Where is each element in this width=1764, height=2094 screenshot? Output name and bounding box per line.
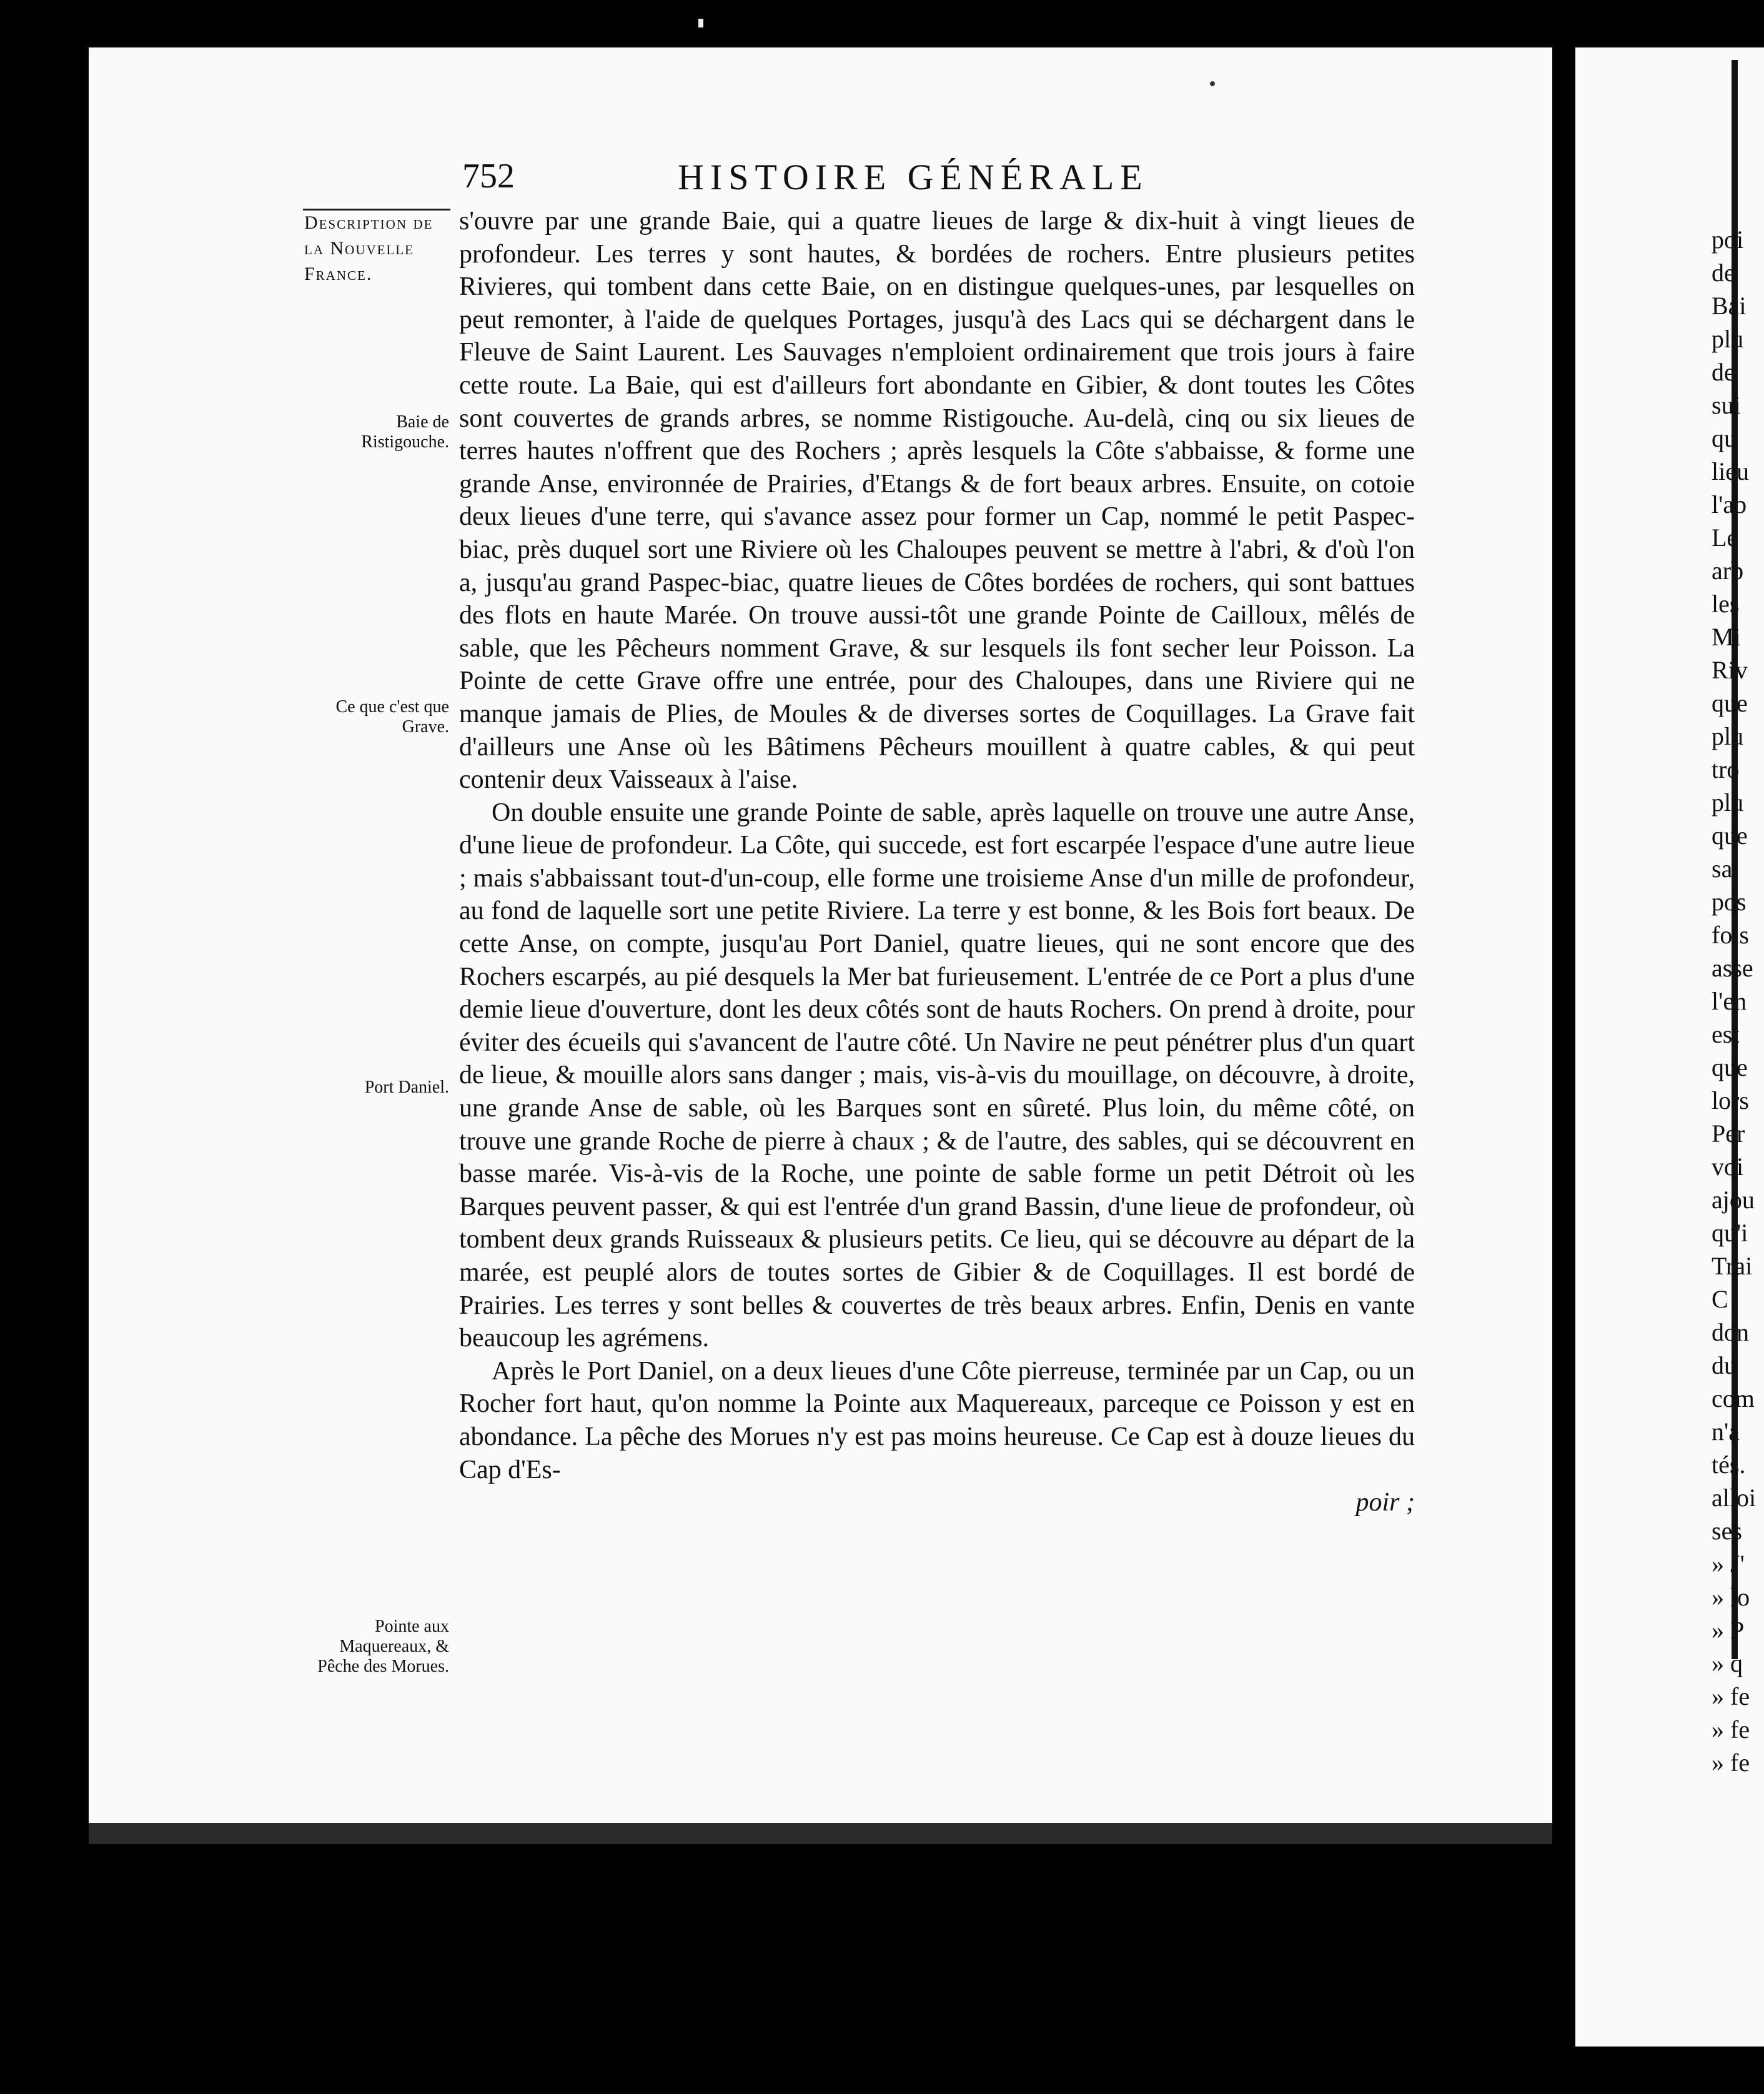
facing-page-fragment: Mi bbox=[1712, 623, 1741, 651]
facing-page-fragment: qu'i bbox=[1712, 1219, 1748, 1247]
facing-page-fragment: arb bbox=[1712, 557, 1744, 585]
facing-page-fragment: Riv bbox=[1712, 656, 1748, 684]
page-header bbox=[462, 156, 1249, 200]
facing-page-fragment: Trai bbox=[1712, 1252, 1753, 1280]
facing-page-fragment: que bbox=[1712, 1053, 1748, 1081]
facing-page-fragment: pos bbox=[1712, 888, 1747, 916]
facing-page-fragment: tro bbox=[1712, 755, 1740, 783]
facing-page-fragment: qu bbox=[1712, 424, 1737, 452]
facing-page-fragment: voi bbox=[1712, 1153, 1744, 1181]
facing-page-fragment: les bbox=[1712, 590, 1740, 618]
facing-page-fragment: » q bbox=[1712, 1649, 1743, 1677]
facing-page-fragment: tés. bbox=[1712, 1451, 1746, 1479]
facing-page-fragment: sa bbox=[1712, 855, 1733, 883]
facing-page-fragment: C bbox=[1712, 1285, 1728, 1313]
facing-page-fragment: l'en bbox=[1712, 987, 1747, 1015]
paragraph-3: Après le Port Daniel, on a deux lieues d'une Côte pierreuse, terminée par un Cap, ou un Rocher fort haut, qu'on nomme la Pointe aux Maquereaux, parceque ce Poisson y est en abondance. La pêche des Morues n'y est pas moins heureuse. Ce Cap est à douze lieues du Cap d'Es- bbox=[459, 1356, 1415, 1484]
margin-note-port-daniel: Port Daniel. bbox=[364, 1078, 449, 1097]
facing-page-fragment: » lo bbox=[1712, 1583, 1750, 1611]
facing-page-fragment: fois bbox=[1712, 921, 1749, 949]
page-number: 752 bbox=[462, 157, 515, 196]
facing-page-fragment: » J' bbox=[1712, 1550, 1745, 1578]
running-title: HISTOIRE GÉNÉRALE bbox=[678, 157, 1149, 197]
facing-page-fragment: Bai bbox=[1712, 292, 1747, 320]
facing-page-fragment: que bbox=[1712, 821, 1748, 850]
facing-page-fragment: sui bbox=[1712, 391, 1741, 419]
facing-page-fragment: que bbox=[1712, 689, 1748, 717]
facing-page-fragment: » fe bbox=[1712, 1715, 1750, 1744]
margin-note-ristigouche: Baie de Ristigouche. bbox=[361, 412, 449, 452]
facing-page-fragment: l'ab bbox=[1712, 490, 1747, 519]
facing-page-fragment: lieu bbox=[1712, 457, 1749, 485]
margin-note-grave: Ce que c'est que Grave. bbox=[335, 697, 449, 737]
margin-note-pointe-aux-maquereaux: Pointe aux Maquereaux, & Pêche des Morues. bbox=[317, 1617, 449, 1676]
ink-speck bbox=[1210, 81, 1215, 86]
facing-page-fragment: » fe bbox=[1712, 1749, 1750, 1777]
top-mark bbox=[698, 19, 703, 27]
facing-page-fragment: asse bbox=[1712, 954, 1753, 982]
facing-page-fragment: du bbox=[1712, 1351, 1737, 1379]
paragraph-1: s'ouvre par une grande Baie, qui a quatre lieues de large & dix-huit à vingt lieues de profondeur. Les terres y sont hautes, & bordées de rochers. Entre plusieurs petites Rivieres, qui tombent dans cette Baie, on en distingue quelques-unes, par lesquelles on peut remonter, à l'aide de quelques Portages, jusqu'à des Lacs qui se déchargent dans le Fleuve de Saint Laurent. Les Sauvages n'emploient ordinairement que trois jours à faire cette route. La Baie, qui est d'ailleurs fort abondante en Gibier, & dont toutes les Côtes sont couvertes de grands arbres, se nomme Ristigouche. Au-delà, cinq ou six lieues de terres hautes n'offrent que des Rochers ; après lesquels la Côte s'abbaisse, & forme une grande Anse, environnée de Prairies, d'Etangs & de fort beaux arbres. Ensuite, on cotoie deux lieues d'une terre, qui s'avance assez pour former un Cap, nommé le petit Paspec-biac, près duquel sort une Riviere où les Chaloupes peuvent se mettre à l'abri, & d'où l'on a, jusqu'au grand Paspec-biac, quatre lieues de Côtes bordées de rochers, qui sont battues des flots en haute Marée. On trouve aussi-tôt une grande Pointe de Cailloux, mêlés de sable, que les Pêcheurs nomment Grave, & sur lesquels ils font secher leur Poisson. La Pointe de cette Grave offre une entrée, pour des Chaloupes, dans une Riviere qui ne manque jamais de Plies, de Moules & de diverses sortes de Coquillages. La Grave fait d'ailleurs une Anse où les Bâtimens Pêcheurs mouillent à quatre cables, & qui peut contenir deux Vaisseaux à l'aise. bbox=[459, 207, 1415, 795]
paragraph-2: On double ensuite une grande Pointe de sable, après laquelle on trouve une autre Anse, d'une lieue de profondeur. La Côte, qui succede, est fort escarpée l'espace d'une autre lieue ; mais s'abbaissant tout-d'un-coup, elle forme une troisieme Anse d'un mille de profondeur, au fond de laquelle sort une petite Riviere. La terre y est bonne, & les Bois fort beaux. De cette Anse, on compte, jusqu'au Port Daniel, quatre lieues, qui ne sont encore que des Rochers escarpés, au pié desquels la Mer bat furieusement. L'entrée de ce Port a plus d'une demie lieue d'ouverture, dont les deux côtés sont de hauts Rochers. On prend à droite, pour éviter des écueils qui s'avancent de l'autre côté. Un Navire ne peut pénétrer plus d'un quart de lieue, & mouille alors sans danger ; mais, vis-à-vis du mouillage, on découvre, à droite, une grande Anse de sable, où les Barques sont en sûreté. Plus loin, du même côté, on trouve une grande Roche de pierre à chaux ; & de l'autre, des sables, qui se découvrent en basse marée. Vis-à-vis de la Roche, une pointe de sable forme un petit Détroit où les Barques peuvent passer, & qui est l'entrée d'un grand Bassin, d'une lieue de profondeur, où tombent deux grands Ruisseaux & plusieurs petits. Ce lieu, qui se découvre au départ de la marée, est peuplé alors de toutes sortes de Gibier & de Coquillages. Il est bordé de Prairies. Les terres y sont belles & couvertes de très beaux arbres. Enfin, Denis en vante beaucoup les agrémens. bbox=[459, 798, 1415, 1353]
facing-page-fragment: lors bbox=[1712, 1086, 1749, 1114]
page-edge-shadow bbox=[89, 1823, 1552, 1844]
margin-note-description: Description de la Nouvelle France. bbox=[304, 212, 434, 284]
facing-page-fragment: poi bbox=[1712, 226, 1744, 254]
facing-page-fragment: est bbox=[1712, 1020, 1740, 1048]
facing-page-fragment: ses bbox=[1712, 1517, 1742, 1545]
facing-page-fragment: » fe bbox=[1712, 1682, 1750, 1710]
facing-page-fragment: don bbox=[1712, 1318, 1749, 1346]
facing-page-fragment: n'a bbox=[1712, 1417, 1740, 1446]
catchword: poir ; bbox=[1355, 1488, 1415, 1517]
facing-page-fragment: Le bbox=[1712, 524, 1738, 552]
facing-page-fragment: alloi bbox=[1712, 1484, 1757, 1512]
facing-page-fragment: de bbox=[1712, 259, 1735, 287]
facing-page-fragment: Per bbox=[1712, 1119, 1745, 1148]
facing-page-fragment: ajou bbox=[1712, 1186, 1755, 1214]
facing-page-fragment: com bbox=[1712, 1384, 1755, 1412]
facing-page-fragment: plu bbox=[1712, 325, 1744, 353]
facing-page-fragment: » P bbox=[1712, 1616, 1745, 1644]
facing-page-fragment: plu bbox=[1712, 722, 1744, 750]
body-text bbox=[459, 205, 1415, 1519]
facing-page-fragment: de bbox=[1712, 358, 1735, 386]
facing-page-fragment: plu bbox=[1712, 788, 1744, 816]
